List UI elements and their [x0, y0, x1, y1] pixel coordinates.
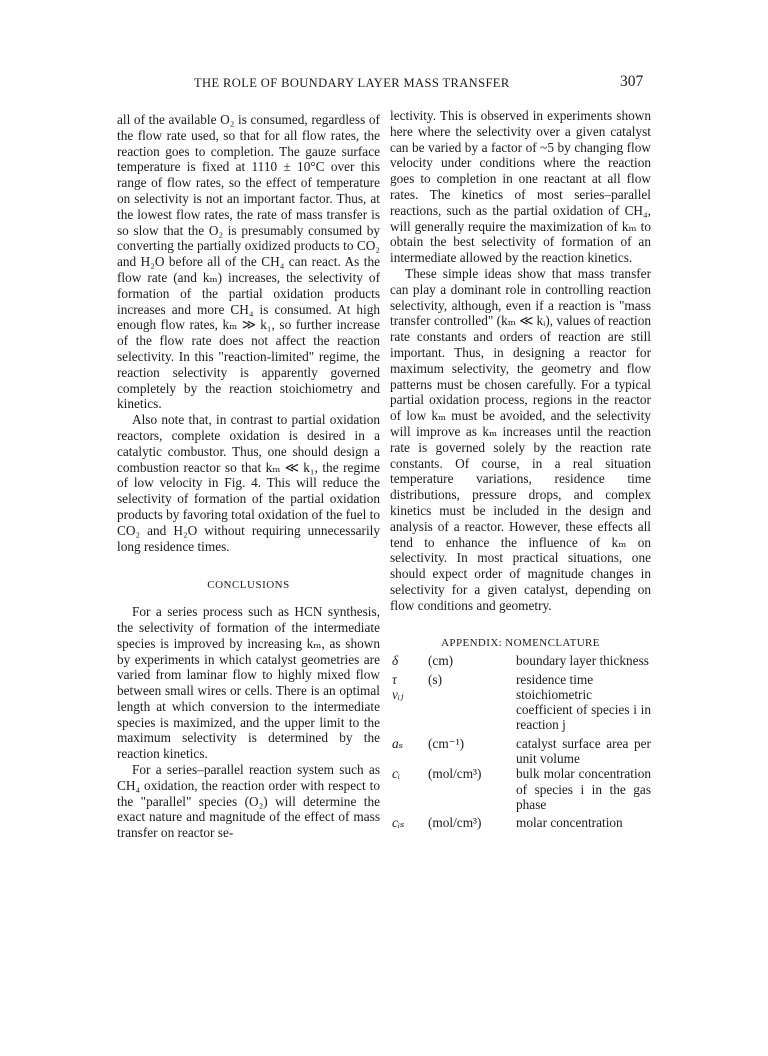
nomenclature-definition: residence time	[516, 671, 594, 687]
nomenclature-symbol: νᵢⱼ	[392, 686, 404, 702]
nomenclature-row	[390, 669, 651, 687]
nomenclature-row	[390, 687, 651, 733]
nomenclature-unit	[428, 687, 516, 733]
nomenclature-symbol: cᵢₛ	[392, 815, 405, 831]
running-title: THE ROLE OF BOUNDARY LAYER MASS TRANSFER	[194, 76, 510, 90]
paragraph: For a series process such as HCN synthesis, the selectivity of formation of the intermediate species is improved by increasing kₘ, as shown by experiments in which catalyst geometries are varied from laminar flow to highly mixed flow between small wires or cells. There is an optimal length at which conversion to the intermediate species is maximized, and the upper limit to the maximum selectivity is determined by the reaction kinetics.	[117, 604, 380, 762]
nomenclature-symbol: δ	[392, 653, 399, 669]
nomenclature-unit: (mol/cm³)	[428, 815, 482, 831]
paragraph: For a series–parallel reaction system such as CH₄ oxidation, the reaction order with respect to the "parallel" species (O₂) will determine the exact nature and magnitude of the effect of mass transfer on reactor se-	[117, 762, 380, 841]
right-column	[390, 108, 651, 831]
nomenclature-unit: (cm)	[428, 653, 454, 669]
nomenclature-definition: boundary layer thickness	[516, 653, 649, 669]
left-column	[117, 112, 380, 841]
paragraph: These simple ideas show that mass transfer can play a dominant role in controlling reaction selectivity, although, even if a reaction is "mass transfer controlled" (kₘ ≪ kᵢ), values of reaction rate constants and orders of reaction are still important. Thus, in designing a reactor for maximum selectivity, the geometry and flow patterns must be chosen carefully. For a typical partial oxidation process, regions in the reactor of low kₘ must be avoided, and the selectivity will improve as kₘ increases until the reaction rate is governed solely by the reaction rate constants. Of course, in a real situation temperature variations, residence time distributions, pressure drops, and complex kinetics must be included in the design and analysis of a reactor. However, these effects all tend to enhance the influence of kₘ on selectivity. In most practical situations, one should expect order of magnitude changes in selectivity for a given catalyst, depending on flow conditions and geometry.	[390, 265, 651, 613]
nomenclature-row	[390, 812, 651, 830]
section-heading-conclusions: CONCLUSIONS	[207, 579, 290, 592]
paragraph: lectivity. This is observed in experiments shown here where the selectivity over a given catalyst can be varied by a factor of ~5 by changing flow velocity under conditions where the reaction goes to completion in one reactant at all flow rates. The kinetics of most series–parallel reactions, such as the partial oxidation of CH₄, will generally require the maximization of kₘ to obtain the best selectivity of formation of an intermediate allowed by the reaction kinetics.	[390, 108, 651, 266]
nomenclature-row	[390, 766, 651, 812]
page-header	[0, 73, 768, 98]
section-heading-appendix: APPENDIX: NOMENCLATURE	[441, 636, 600, 649]
paragraph: Also note that, in contrast to partial oxidation reactors, complete oxidation is desired in a catalytic combustor. Thus, one should design a combustion reactor so that kₘ ≪ k₁, the regime of low velocity in Fig. 4. This will reduce the selectivity of formation of the partial oxidation products by favoring total oxidation of the fuel to CO₂ and H₂O without requiring unnecessarily long residence times.	[117, 412, 380, 554]
nomenclature-row	[390, 733, 651, 767]
nomenclature-definition: catalyst surface area per unit volume	[516, 735, 651, 767]
page-number: 307	[620, 73, 644, 90]
nomenclature-definition: stoichiometric coefficient of species i in reaction j	[516, 686, 651, 733]
nomenclature-symbol: aₛ	[392, 735, 404, 751]
nomenclature-symbol: τ	[392, 671, 397, 687]
nomenclature-row	[390, 653, 651, 668]
nomenclature-symbol: cᵢ	[392, 766, 401, 782]
nomenclature-definition: bulk molar concentration of species i in the gas phase	[516, 766, 651, 812]
paragraph: all of the available O₂ is consumed, regardless of the flow rate used, so that for all flow rates, the reaction goes to completion. The gauze surface temperature is fixed at 1110 ± 10°C over this range of flow rates, so the effect of temperature on selectivity is not an important factor. Thus, at the lowest flow rates, the rate of mass transfer is so slow that the O₂ is presumably consumed by converting the partially oxidized products to CO₂ and H₂O before all of the CH₄ can react. As the flow rate (and kₘ) increases, the selectivity of formation of the partial oxidation products increases and more CH₄ is consumed. At high enough flow rates, kₘ ≫ k₁, so further increase of the flow rate does not affect the reaction selectivity. In this "reaction-limited" regime, the reaction selectivity is apparently governed completely by the reaction stoichiometry and kinetics.	[117, 112, 380, 412]
nomenclature-unit: (cm⁻¹)	[428, 735, 465, 751]
nomenclature-definition: molar concentration	[516, 815, 623, 831]
nomenclature-unit: (mol/cm³)	[428, 766, 482, 782]
nomenclature-table	[390, 653, 651, 830]
nomenclature-unit: (s)	[428, 671, 443, 687]
